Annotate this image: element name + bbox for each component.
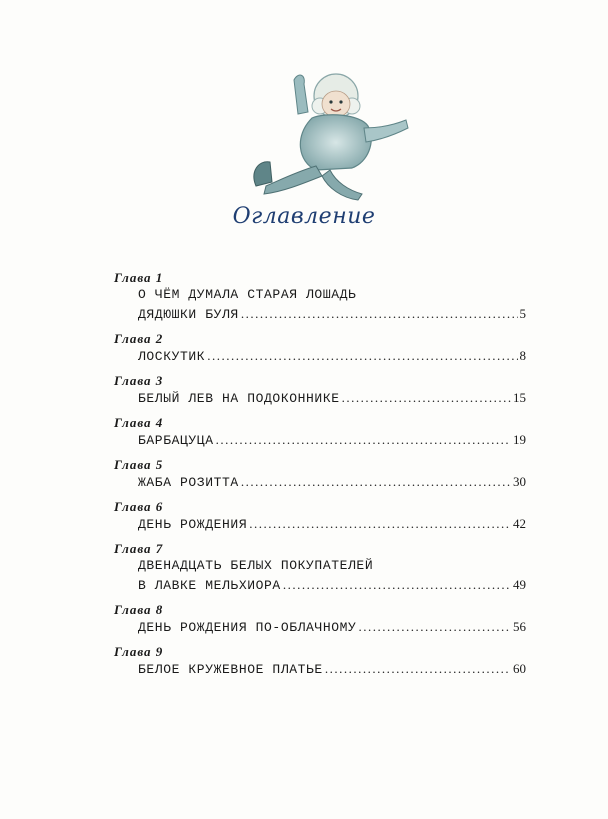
chapter-label: Глава 8 — [114, 602, 164, 617]
chapter-title: ЖАБА РОЗИТТА — [138, 475, 239, 490]
dot-leader — [241, 304, 518, 323]
chapter-label: Глава 2 — [114, 331, 164, 346]
chapter-entry — [114, 617, 526, 636]
dot-leader — [283, 575, 511, 594]
chapter-label: Глава 3 — [114, 373, 164, 388]
chapter-entry — [114, 575, 526, 594]
dot-leader — [249, 514, 511, 533]
chapter-entry — [114, 659, 526, 678]
chapter-title-line: О ЧЁМ ДУМАЛА СТАРАЯ ЛОШАДЬ — [138, 287, 357, 302]
chapter-entry — [114, 430, 526, 449]
chapter-entry — [114, 304, 526, 323]
page-number: 56 — [513, 619, 526, 634]
toc-chapter[interactable] — [114, 499, 526, 533]
toc-chapter[interactable] — [114, 415, 526, 449]
chapter-title: ДЯДЮШКИ БУЛЯ — [138, 307, 239, 322]
dot-leader — [216, 430, 511, 449]
page-number: 60 — [513, 661, 526, 676]
toc-chapter[interactable] — [114, 373, 526, 407]
toc-chapter[interactable] — [114, 541, 526, 594]
chapter-label: Глава 1 — [114, 270, 164, 285]
page-number: 49 — [513, 577, 526, 592]
dot-leader — [342, 388, 511, 407]
page-number: 30 — [513, 474, 526, 489]
chapter-entry — [114, 514, 526, 533]
chapter-label: Глава 6 — [114, 499, 164, 514]
page-number: 19 — [513, 432, 526, 447]
chapter-title: БЕЛЫЙ ЛЕВ НА ПОДОКОННИКЕ — [138, 391, 340, 406]
page-number: 8 — [519, 348, 526, 363]
chapter-title-line: ДВЕНАДЦАТЬ БЕЛЫХ ПОКУПАТЕЛЕЙ — [138, 558, 374, 573]
page-number: 42 — [513, 516, 526, 531]
toc-chapter[interactable] — [114, 644, 526, 678]
chapter-label: Глава 9 — [114, 644, 164, 659]
dot-leader — [358, 617, 511, 636]
dot-leader — [241, 472, 511, 491]
chapter-entry — [114, 346, 526, 365]
toc-chapter[interactable] — [114, 270, 526, 323]
chapter-entry — [114, 472, 526, 491]
chapter-title: В ЛАВКЕ МЕЛЬХИОРА — [138, 578, 281, 593]
toc-chapter[interactable] — [114, 457, 526, 491]
chapter-label: Глава 4 — [114, 415, 164, 430]
chapter-title: БЕЛОЕ КРУЖЕВНОЕ ПЛАТЬЕ — [138, 662, 323, 677]
dot-leader — [207, 346, 517, 365]
dot-leader — [325, 659, 511, 678]
chapter-title: БАРБАЦУЦА — [138, 433, 214, 448]
chapter-label: Глава 7 — [114, 541, 164, 556]
flying-child-illustration — [236, 62, 420, 202]
page-number: 5 — [519, 306, 526, 321]
table-of-contents — [114, 270, 526, 686]
chapter-title: ДЕНЬ РОЖДЕНИЯ — [138, 517, 248, 532]
page-number: 15 — [513, 390, 526, 405]
chapter-label: Глава 5 — [114, 457, 164, 472]
chapter-title: ДЕНЬ РОЖДЕНИЯ ПО-ОБЛАЧНОМУ — [138, 620, 357, 635]
toc-heading: Оглавление — [232, 204, 376, 229]
chapter-entry — [114, 388, 526, 407]
chapter-title: ЛОСКУТИК — [138, 349, 206, 364]
toc-chapter[interactable] — [114, 331, 526, 365]
toc-chapter[interactable] — [114, 602, 526, 636]
